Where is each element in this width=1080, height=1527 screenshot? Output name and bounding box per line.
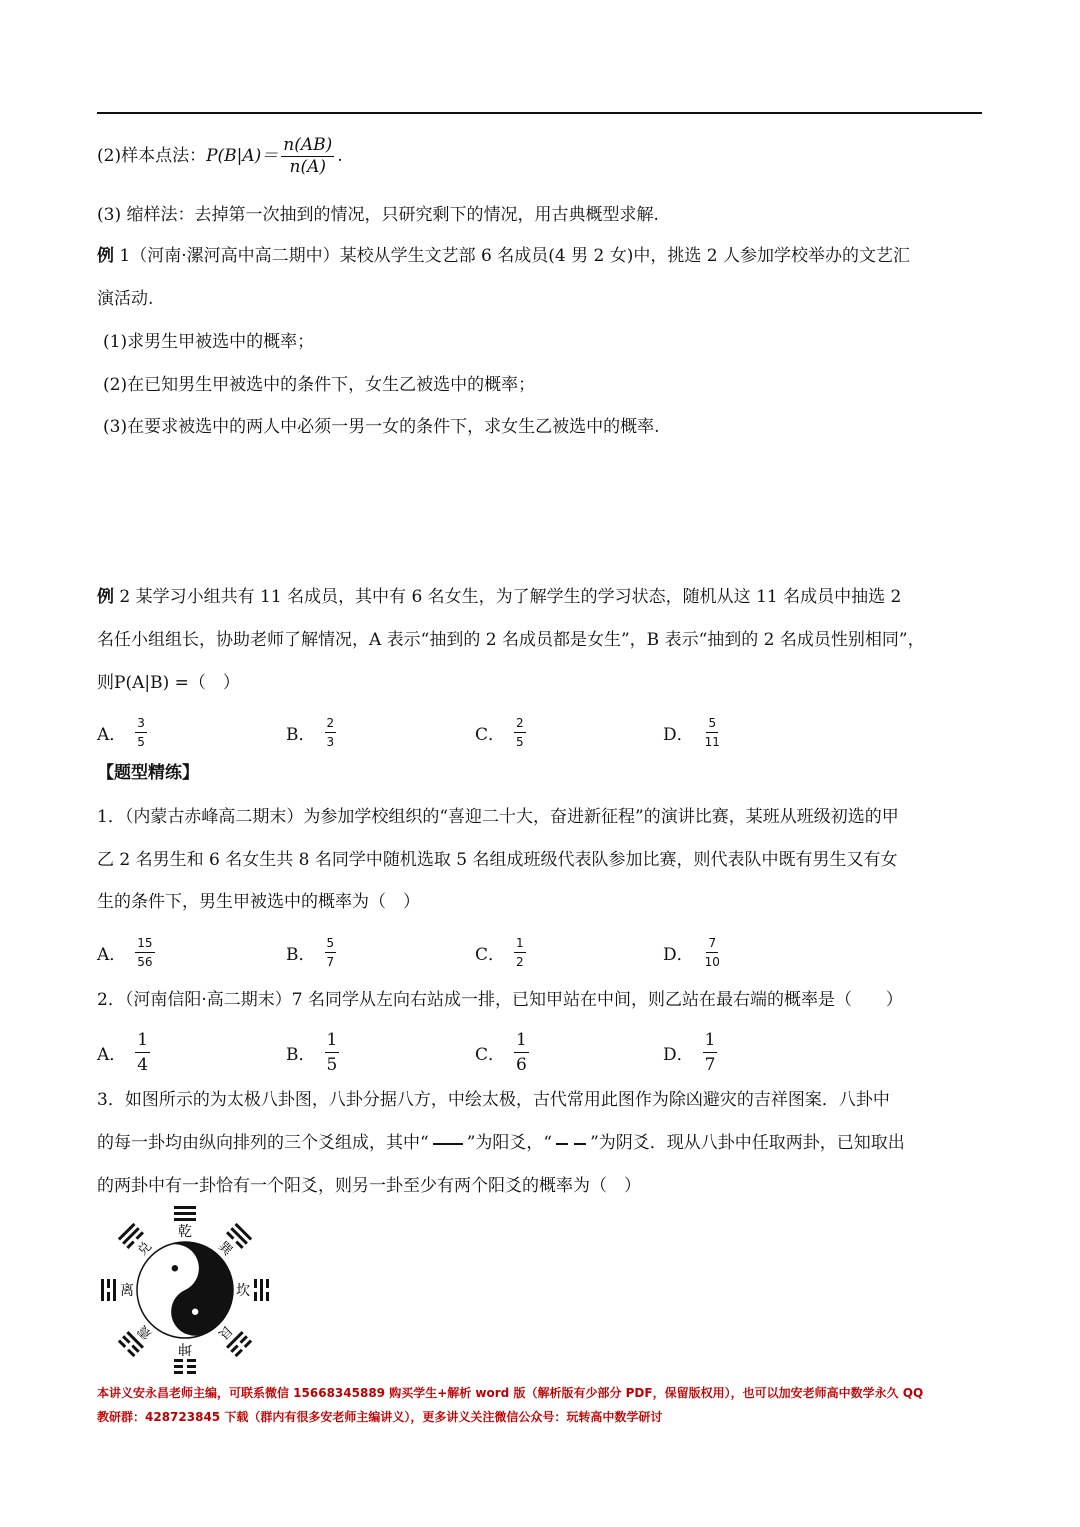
bagua-label-xun: 巽 xyxy=(215,1239,235,1259)
q1-line3: 生的条件下，男生甲被选中的概率为（ ） xyxy=(97,892,420,912)
method2-formula-lhs: P(B|A)＝ xyxy=(206,146,279,166)
ex2-option-d xyxy=(663,716,725,749)
yin-line-segment xyxy=(234,1349,242,1357)
yin-line-segment xyxy=(226,1231,234,1239)
frac-denominator: 5 xyxy=(137,735,145,749)
option-label: A． xyxy=(97,945,127,965)
q3-line2-c: ”为阴爻．现从八卦中任取两卦，已知取出 xyxy=(590,1133,905,1153)
yin-line-segment xyxy=(127,1349,135,1357)
option-label: A． xyxy=(97,1045,127,1065)
q2-option-a xyxy=(97,1030,153,1075)
yin-line-segment xyxy=(187,1359,196,1362)
frac-denominator: 56 xyxy=(137,955,153,969)
yin-line-segment xyxy=(254,1279,257,1288)
method2-fraction xyxy=(281,137,334,176)
frac-denominator: 10 xyxy=(704,955,720,969)
ex1-q3: (3)在要求被选中的两人中必须一男一女的条件下，求女生乙被选中的概率. xyxy=(103,417,660,437)
frac-numerator: 2 xyxy=(514,716,526,733)
option-fraction xyxy=(135,936,154,969)
option-label: C． xyxy=(475,945,506,965)
bagua-label-dui: 兑 xyxy=(135,1239,155,1259)
option-fraction xyxy=(135,716,147,749)
method2-label: (2)样本点法： xyxy=(97,146,207,166)
frac-numerator: 7 xyxy=(706,936,718,953)
option-fraction xyxy=(703,716,722,749)
section-title: 【题型精练】 xyxy=(97,763,199,783)
yin-line-segment xyxy=(266,1292,269,1301)
bagua-label-gen: 艮 xyxy=(215,1322,235,1342)
bagua-label-kun: 坤 xyxy=(178,1340,192,1356)
yin-line-segment xyxy=(235,1241,243,1249)
yin-line-segment xyxy=(266,1279,269,1288)
frac-numerator: 2 xyxy=(325,716,337,733)
option-label: D． xyxy=(663,1045,694,1065)
bagua-label-li: 离 xyxy=(120,1283,134,1299)
frac-denominator: 6 xyxy=(516,1055,527,1075)
frac-numerator: 1 xyxy=(514,1030,529,1053)
ex1-q2: (2)在已知男生甲被选中的条件下，女生乙被选中的概率； xyxy=(103,375,536,395)
q2-option-d xyxy=(663,1030,720,1075)
yang-line xyxy=(234,1223,252,1241)
method2-line xyxy=(97,137,343,176)
bagua-label-zhen: 震 xyxy=(135,1322,155,1342)
ex2-option-b xyxy=(286,716,339,749)
q1-line1: 1．（内蒙古赤峰高二期末）为参加学校组织的“喜迎二十大，奋进新征程”的演讲比赛，某班从班级初选的甲 xyxy=(97,807,899,827)
ex2-line1 xyxy=(97,589,901,606)
yin-line-segment xyxy=(131,1344,139,1352)
q3-line2-a: 的每一卦均由纵向排列的三个爻组成，其中“ xyxy=(97,1133,429,1153)
yin-line-segment xyxy=(122,1335,130,1343)
frac-denominator: 5 xyxy=(326,1055,338,1075)
frac-numerator: 3 xyxy=(135,716,147,733)
trigram-kan xyxy=(254,1279,269,1301)
option-label: B． xyxy=(286,1045,316,1065)
frac-denominator: n(A) xyxy=(289,157,327,177)
option-fraction xyxy=(514,716,526,749)
option-label: D． xyxy=(663,945,694,965)
bagua-diagram xyxy=(100,1205,270,1375)
frac-denominator: 5 xyxy=(516,735,524,749)
frac-numerator: 5 xyxy=(325,936,337,953)
trigram-kun xyxy=(174,1359,196,1374)
option-fraction xyxy=(325,716,337,749)
frac-denominator: 11 xyxy=(704,735,720,749)
q1-option-a xyxy=(97,936,158,969)
option-label: C． xyxy=(475,725,506,745)
frac-numerator: 5 xyxy=(706,716,718,733)
header-rule xyxy=(97,112,982,114)
option-label: C． xyxy=(475,1045,506,1065)
yang-yao-symbol xyxy=(431,1139,465,1149)
yin-line-segment xyxy=(118,1339,126,1347)
q3-line1: 3．如图所示的为太极八卦图，八卦分据八方，中绘太极，古代常用此图作为除凶避灾的吉祥图案．八卦中 xyxy=(97,1090,890,1110)
ex2-line2: 名任小组组长，协助老师了解情况，A 表示“抽到的 2 名成员都是女生”，B 表示“抽到的 2 名成员性别相同”， xyxy=(97,630,925,650)
yin-line-segment xyxy=(187,1365,196,1368)
yin-line-segment xyxy=(174,1371,183,1374)
yin-line-segment xyxy=(244,1339,252,1347)
frac-numerator: 1 xyxy=(135,1030,150,1053)
yin-line-segment xyxy=(174,1365,183,1368)
yang-line xyxy=(174,1206,196,1209)
q2-option-b xyxy=(286,1030,342,1075)
q1-option-c xyxy=(475,936,529,969)
ex1-line2: 演活动. xyxy=(97,289,154,309)
option-label: B． xyxy=(286,945,316,965)
q1-line2: 乙 2 名男生和 6 名女生共 8 名同学中随机选取 5 名组成班级代表队参加比赛，则代表队中既有男生又有女 xyxy=(97,850,898,870)
option-fraction xyxy=(325,936,337,969)
ex1-line1 xyxy=(97,248,910,265)
q3-line2-b: ”为阳爻，“ xyxy=(466,1133,553,1153)
footer-line1: 本讲义安永昌老师主编，可联系微信 15668345889 购买学生+解析 word 版（解析版有少部分 PDF，保留版权用），也可以加安老师高中数学永久 QQ xyxy=(97,1386,924,1400)
q2-line1: 2．（河南信阳·高二期末）7 名同学从左向右站成一排，已知甲站在中间，则乙站在最右端的概率是（ ） xyxy=(97,990,903,1010)
option-fraction xyxy=(135,1030,150,1075)
bagua-label-qian: 乾 xyxy=(178,1224,192,1240)
footer-line2: 教研群：428723845 下载（群内有很多安老师主编讲义），更多讲义关注微信公众号：玩转高中数学研讨 xyxy=(97,1410,663,1424)
method2-end: . xyxy=(337,146,343,166)
ex2-text: 2 某学习小组共有 11 名成员，其中有 6 名女生，为了解学生的学习状态，随机从这 11 名成员中抽选 2 xyxy=(114,587,902,607)
yin-line-segment xyxy=(174,1359,183,1362)
ex2-line3: 则P(A|B) =（ ） xyxy=(97,673,240,693)
frac-numerator: n(AB) xyxy=(283,135,333,155)
option-fraction xyxy=(703,936,722,969)
yang-line xyxy=(260,1279,263,1301)
q1-option-b xyxy=(286,936,339,969)
yang-line xyxy=(113,1279,116,1301)
yang-line xyxy=(101,1279,104,1301)
option-fraction xyxy=(514,936,526,969)
yin-line-segment xyxy=(239,1335,247,1343)
frac-numerator: 15 xyxy=(135,936,154,953)
option-label: B． xyxy=(286,725,316,745)
option-label: A． xyxy=(97,725,127,745)
ex1-text: 1（河南·漯河高中高二期中）某校从学生文艺部 6 名成员(4 男 2 女)中，挑选 2 人参加学校举办的文艺汇 xyxy=(114,246,910,266)
frac-denominator: 4 xyxy=(137,1055,149,1075)
yang-line xyxy=(174,1218,196,1221)
method3-line: (3) 缩样法：去掉第一次抽到的情况，只研究剩下的情况，用古典概型求解. xyxy=(97,205,659,225)
frac-numerator: 1 xyxy=(325,1030,340,1053)
trigram-li xyxy=(101,1279,116,1301)
yin-line-segment xyxy=(230,1344,238,1352)
yin-line-segment xyxy=(136,1231,144,1239)
yang-line xyxy=(230,1227,248,1245)
ex2-option-c xyxy=(475,716,529,749)
yang-line xyxy=(122,1227,140,1245)
ex1-tag: 例 xyxy=(97,246,114,266)
frac-numerator: 1 xyxy=(514,936,526,953)
option-fraction xyxy=(703,1030,718,1075)
yin-line-segment xyxy=(126,1241,134,1249)
bagua-label-kan: 坎 xyxy=(236,1283,250,1299)
ex2-tag: 例 xyxy=(97,587,114,607)
q3-line2 xyxy=(97,1135,905,1152)
q1-option-d xyxy=(663,936,725,969)
trigram-qian xyxy=(174,1206,196,1221)
frac-denominator: 7 xyxy=(704,1055,716,1075)
yin-line-segment xyxy=(107,1279,110,1288)
yin-line-segment xyxy=(107,1292,110,1301)
yin-line-segment xyxy=(254,1292,257,1301)
frac-denominator: 3 xyxy=(326,735,335,749)
yin-line-segment xyxy=(187,1371,196,1374)
q2-option-c xyxy=(475,1030,532,1075)
yang-line xyxy=(174,1212,196,1215)
frac-denominator: 2 xyxy=(516,955,524,969)
option-fraction xyxy=(325,1030,340,1075)
yin-yao-symbol xyxy=(554,1139,588,1149)
frac-denominator: 7 xyxy=(326,955,335,969)
q3-line3: 的两卦中有一卦恰有一个阳爻，则另一卦至少有两个阳爻的概率为（ ） xyxy=(97,1176,641,1196)
frac-numerator: 1 xyxy=(703,1030,718,1053)
option-fraction xyxy=(514,1030,529,1075)
option-label: D． xyxy=(663,725,694,745)
ex2-option-a xyxy=(97,716,150,749)
yang-line xyxy=(118,1223,136,1241)
ex1-q1: (1)求男生甲被选中的概率； xyxy=(103,332,315,352)
